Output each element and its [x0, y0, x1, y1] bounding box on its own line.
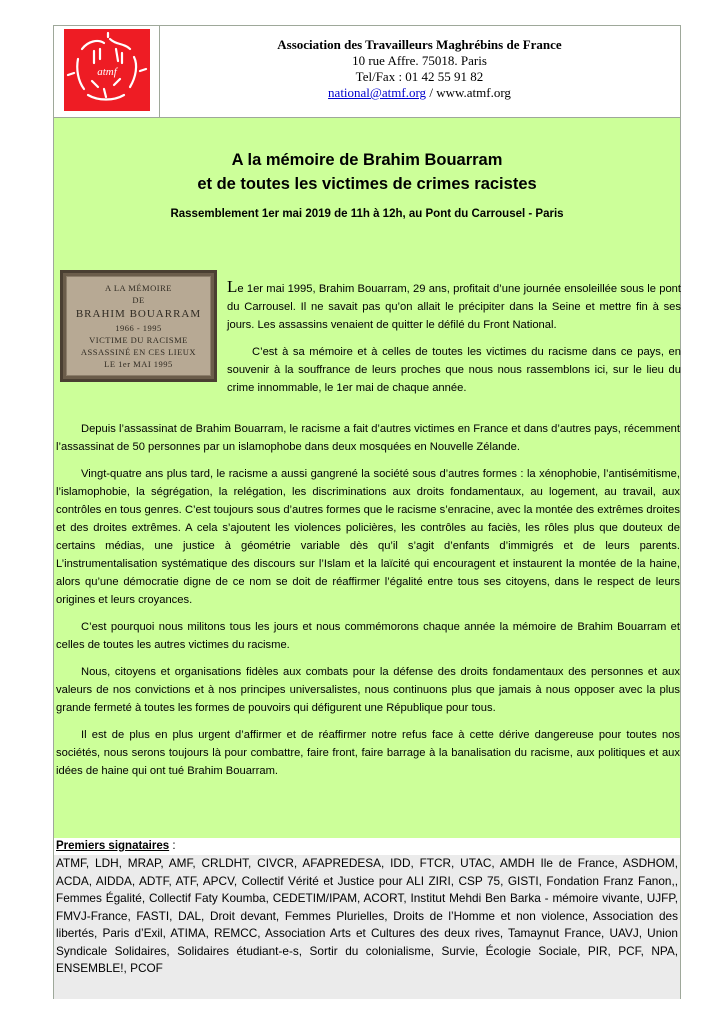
memorial-plaque-image [60, 270, 217, 382]
event-subtitle: Rassemblement 1er mai 2019 de 11h à 12h, au Pont du Carrousel - Paris [170, 208, 564, 220]
paragraph-6: Nous, citoyens et organisations fidèles aux combats pour la défense des droits fondamentaux des personnes et aux valeurs de nos convictions et à nos principes universalistes, nous continuons plus que jamais à nous opposer avec la plus grande fermeté à toutes les formes de pouvoirs qui défigurent une République pour tous. [56, 666, 680, 714]
signatories-heading-suffix: : [169, 840, 176, 852]
paragraph-7: Il est de plus en plus urgent d’affirmer et de réaffirmer notre refus face à cette dérive dangereuse pour toutes nos sociétés, nous serons toujours là pour combattre, faire front, faire barrage à la banalisation du racisme, aux politiques et aux idées de haine qui ont tué Brahim Bouarram. [56, 729, 680, 777]
paragraph-2: C’est à sa mémoire et à celles de toutes les victimes du racisme dans ce pays, en souvenir à la souffrance de leurs proches que nous nous rassemblons ici, sur le lieu du crime innommable, le 1er mai de chaque année. [227, 346, 681, 394]
paragraph-4: Vingt-quatre ans plus tard, le racisme a aussi gangrené la société sous d’autres formes : la xénophobie, l’antisémitisme, l’islamophobie, la ségrégation, la relégation, les discriminations aux droits fondamentaux, au logement, au travail, aux contrôles en tous genres. C’est toujours sous d’autres formes que le racisme s’enracine, avec la montée des extrêmes droites et des droites extrêmes. A cela s’ajoutent les violences policières, les contrôles au faciès, les rôles plus que douteux de certains médias, une justice à géométrie variable dès qu’il s’agit d’enfants d’immigrés et de leurs parents. L’instrumentalisation systématique des discours sur l’Islam et la laïcité qui encouragent et instaurent la montée de la haine, alors qu’une démocratie digne de ce nom se doit de réaffirmer l’égalité entre tous ses citoyens, dans le respect de leurs origines et leurs croyances. [56, 468, 680, 606]
paragraph-1 [227, 278, 681, 334]
paragraph-1-text: e 1er mai 1995, Brahim Bouarram, 29 ans, profitait d’une journée ensoleillée sous le pont du Carrousel. Il ne savait pas qu’on allait le précipiter dans la Seine et mettre fin à ses jours. Les assassins venaient de quitter le défilé du Front National. [227, 283, 681, 331]
page-title [54, 148, 680, 196]
plaque-line: A LA MÉMOIRE [105, 283, 172, 293]
plaque-line: ASSASSINÉ EN CES LIEUX [80, 347, 197, 357]
signatories-heading-label: Premiers signataires [56, 840, 170, 852]
signatories-heading [54, 838, 176, 854]
plaque-line: LE 1er MAI 1995 [104, 359, 173, 369]
intro-text [227, 278, 681, 397]
organization-info [159, 37, 680, 101]
contact-separator: / [426, 85, 437, 100]
plaque-line: DE [132, 295, 145, 305]
org-address: 10 rue Affre. 75018. Paris [352, 53, 487, 68]
website-link[interactable]: www.atmf.org [436, 85, 511, 100]
plaque-line: 1966 - 1995 [115, 323, 162, 333]
main-content [53, 118, 681, 838]
org-name: Association des Travailleurs Maghrébins de France [277, 37, 562, 52]
atmf-logo [64, 29, 150, 111]
plaque-line: VICTIME DU RACISME [89, 335, 188, 345]
letterhead [53, 25, 681, 118]
plaque-line: BRAHIM BOUARRAM [75, 308, 202, 320]
logo-text: atmf [97, 66, 117, 78]
atmf-logo-icon [64, 29, 150, 111]
org-phone: Tel/Fax : 01 42 55 91 82 [355, 69, 484, 84]
plaque-surface [66, 276, 211, 376]
signatories-list: ATMF, LDH, MRAP, AMF, CRLDHT, CIVCR, AFAPREDESA, IDD, FTCR, UTAC, AMDH Ile de France, ASDHOM, ACDA, AIDDA, ADTF, ATF, APCV, Collectif Vérité et Justice pour ALI ZIRI, CSP 75, GISTI, Fondation Franz Fanon,, Femmes Égalité, Collectif Faty Koumba, CEDETIM/IPAM, ACORT, Institut Mehdi Ben Barka - mémoire vivante, UJFP, FMVJ-France, FASTI, DAL, Droit devant, Femmes Plurielles, Droits de l’Homme et non violence, Association des libertés, Paris d’Exil, ATIMA, REMCC, Association Arts et Cultures des deux rives, Tamaynut France, UAVJ, Union Syndicale Solidaires, Solidaires étudiant-e-s, Sortir du colonialisme, Survie, Écologie Sociale, PIR, PCF, NPA, ENSEMBLE!, PCOF [54, 855, 680, 999]
title-line-2: et de toutes les victimes de crimes racistes [197, 175, 537, 193]
logo-cell [54, 26, 160, 117]
org-contact [159, 85, 680, 101]
plaque-inscription [67, 282, 210, 370]
title-line-1: A la mémoire de Brahim Bouarram [231, 151, 503, 169]
body-text [56, 420, 680, 780]
paragraph-5: C’est pourquoi nous militons tous les jours et nous commémorons chaque année la mémoire de Brahim Bouarram et celles de toutes les autres victimes du racisme. [56, 621, 680, 651]
paragraph-3: Depuis l’assassinat de Brahim Bouarram, le racisme a fait d’autres victimes en France et dans d’autres pays, récemment l’assassinat de 50 personnes par un islamophobe dans deux mosquées en Nouvelle Zélande. [56, 423, 680, 453]
drop-cap: L [227, 277, 238, 296]
email-link[interactable]: national@atmf.org [328, 85, 427, 100]
signatories-section [53, 838, 681, 999]
